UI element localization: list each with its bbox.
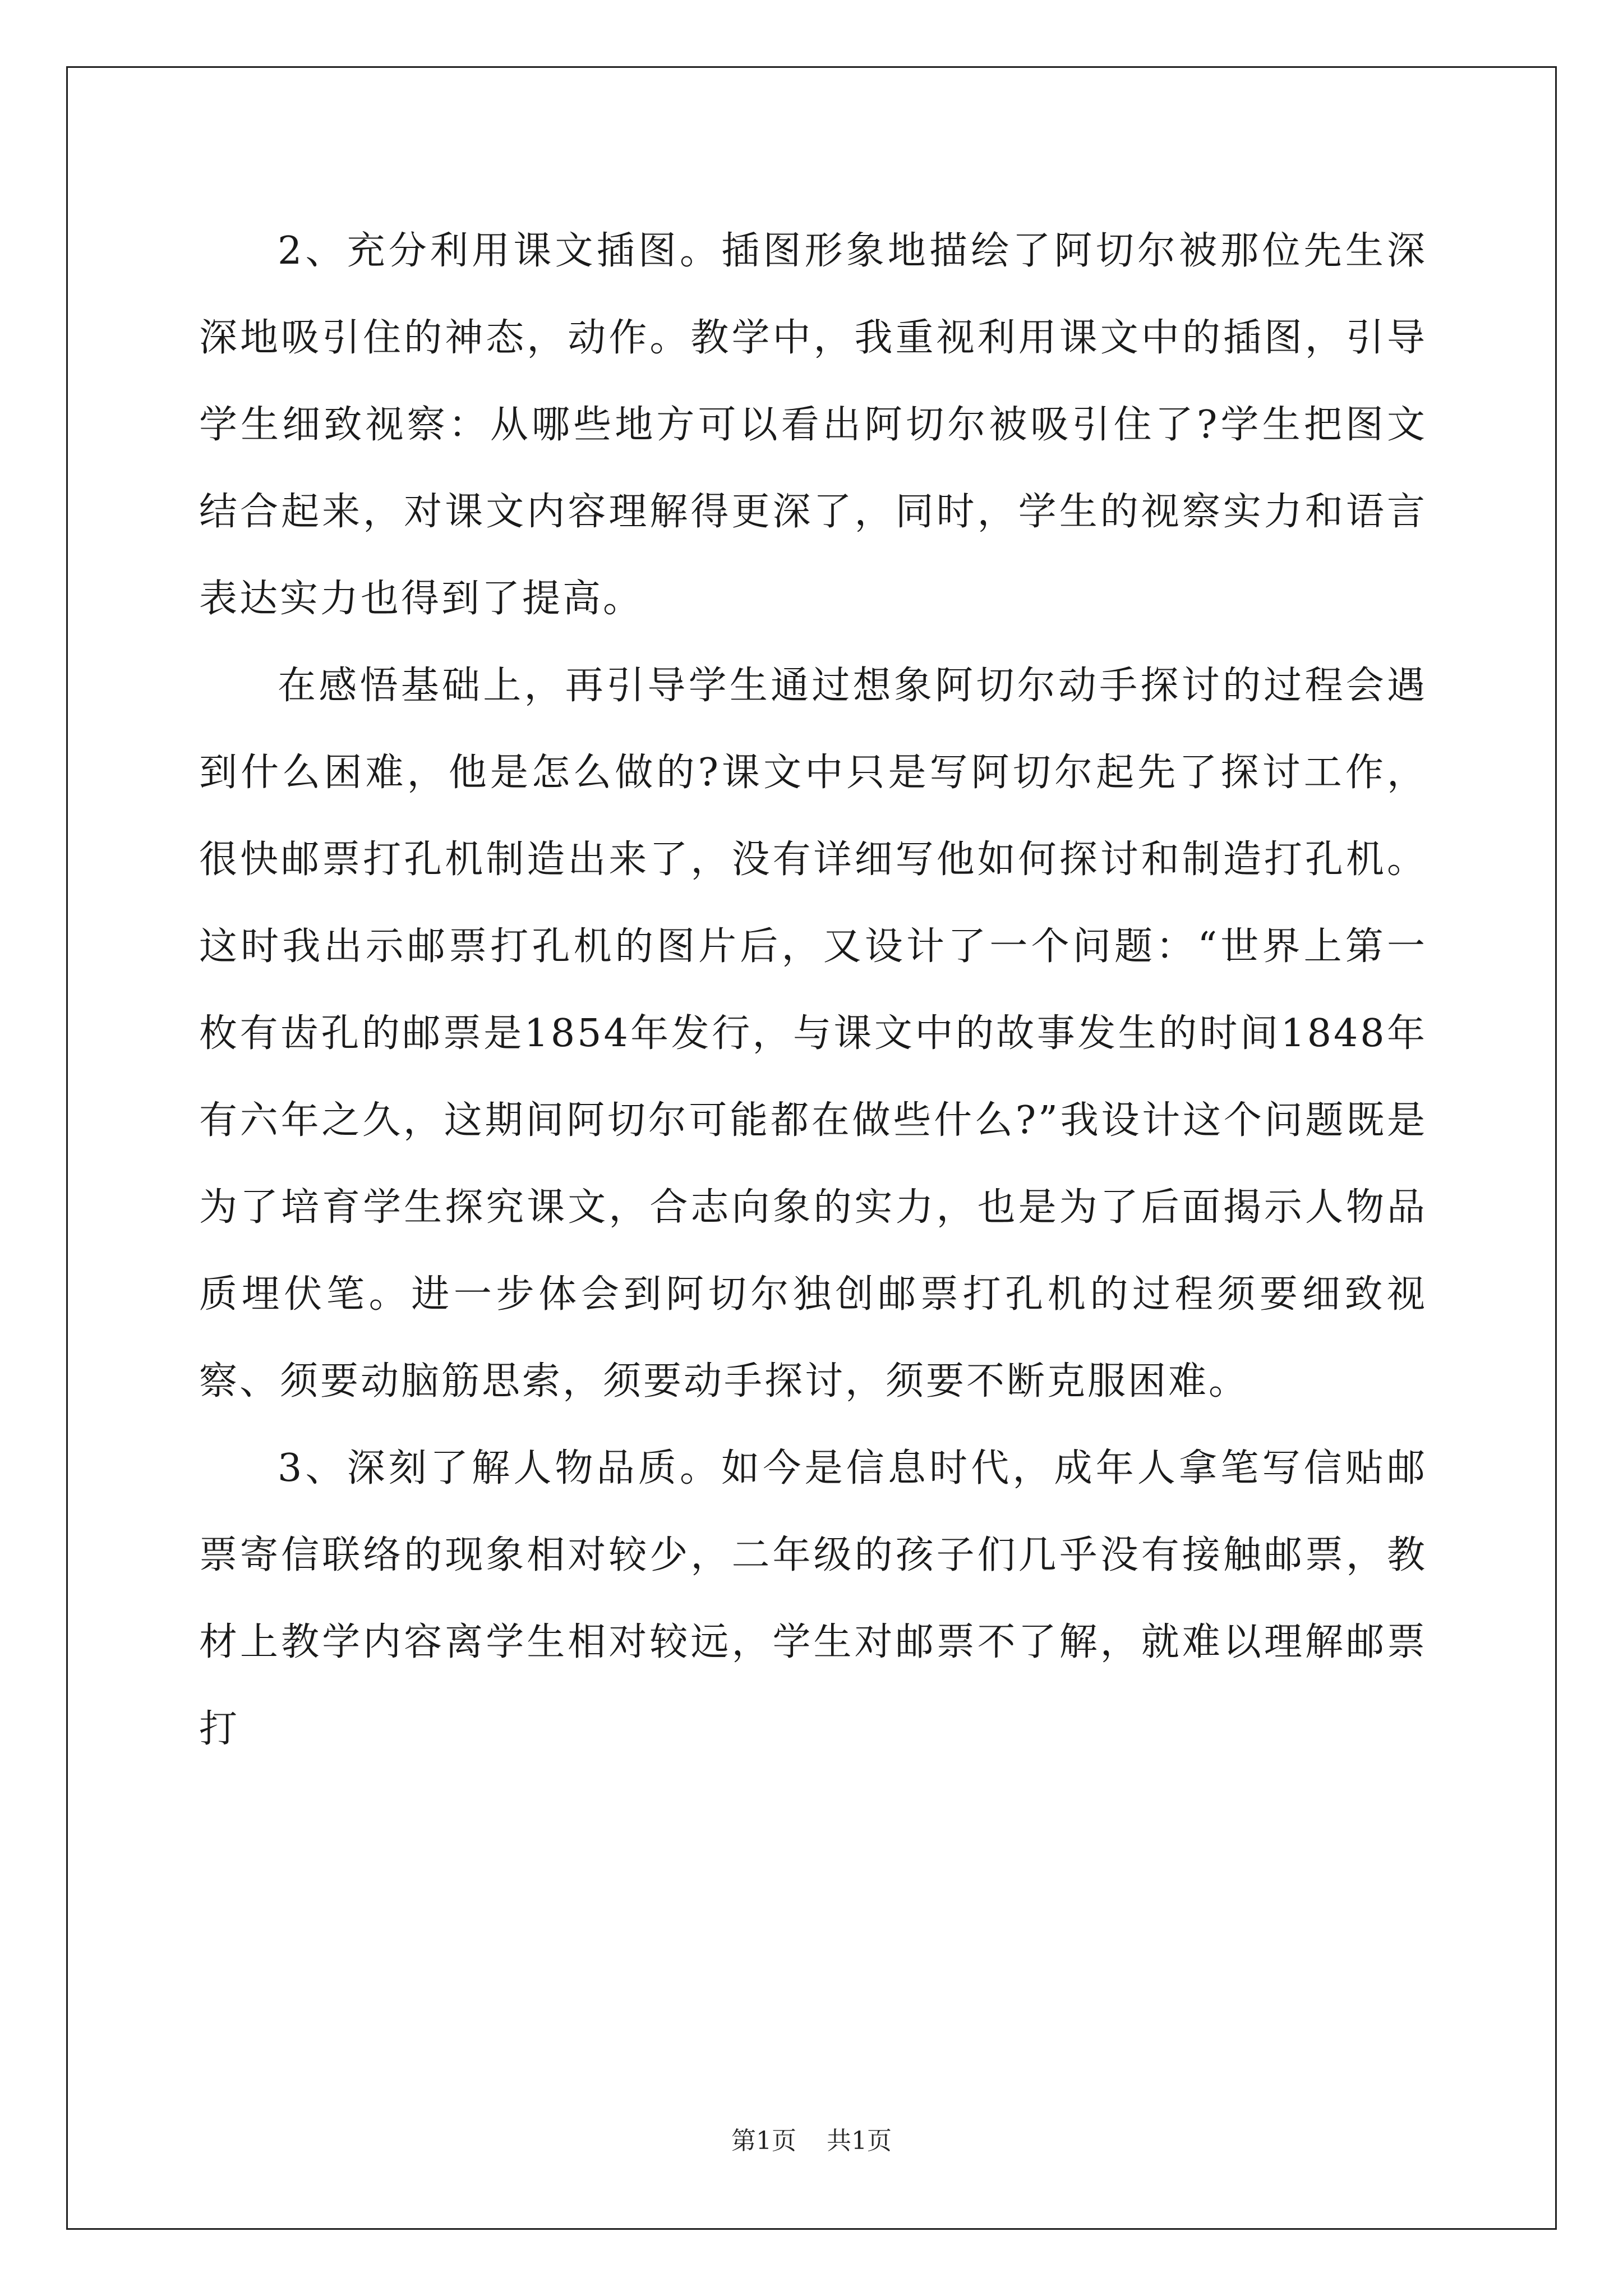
page-number-total: 共1页	[827, 2127, 892, 2155]
paragraph-1: 2、充分利用课文插图。插图形象地描绘了阿切尔被那位先生深深地吸引住的神态，动作。教学中，我重视利用课文中的插图，引导学生细致视察：从哪些地方可以看出阿切尔被吸引住了?学生把图文结合起来，对课文内容理解得更深了，同时，学生的视察实力和语言表达实力也得到了提高。	[199, 229, 1427, 621]
page-number-current: 第1页	[731, 2127, 796, 2155]
paragraph-2: 在感悟基础上，再引导学生通过想象阿切尔动手探讨的过程会遇到什么困难，他是怎么做的?课文中只是写阿切尔起先了探讨工作，很快邮票打孔机制造出来了，没有详细写他如何探讨和制造打孔机。这时我出示邮票打孔机的图片后，又设计了一个问题：“世界上第一枚有齿孔的邮票是1854年发行，与课文中的故事发生的时间1848年有六年之久，这期间阿切尔可能都在做些什么?”我设计这个问题既是为了培育学生探究课文，合志向象的实力，也是为了后面揭示人物品质埋伏笔。进一步体会到阿切尔独创邮票打孔机的过程须要细致视察、须要动脑筋思索，须要动手探讨，须要不断克服困难。	[199, 664, 1427, 1404]
paragraph-3: 3、深刻了解人物品质。如今是信息时代，成年人拿笔写信贴邮票寄信联络的现象相对较少，二年级的孩子们几乎没有接触邮票，教材上教学内容离学生相对较远，学生对邮票不了解，就难以理解邮票打	[199, 1446, 1427, 1751]
document-body	[199, 208, 1427, 1773]
page-footer	[0, 2120, 1623, 2156]
